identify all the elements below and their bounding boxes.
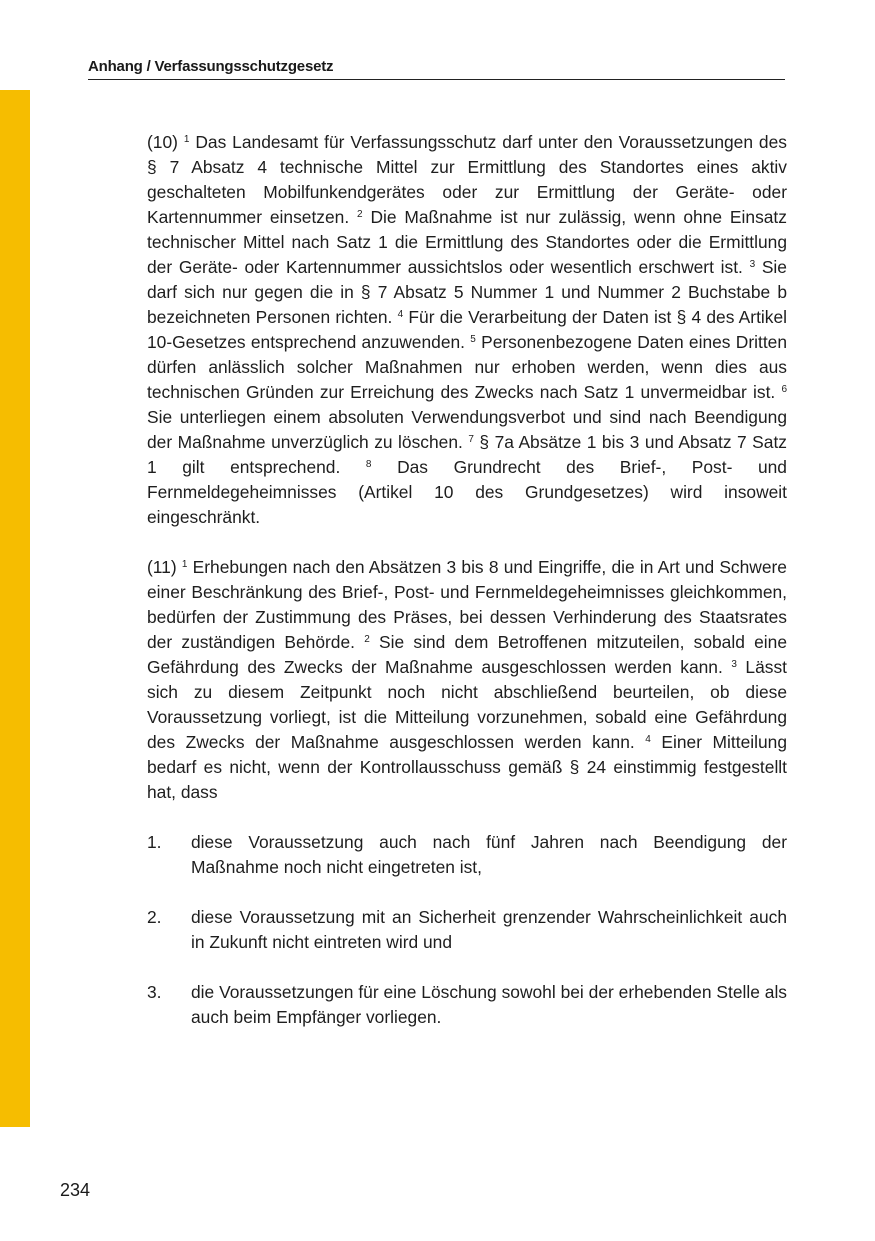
sentence-number: 3	[731, 659, 737, 670]
list-item	[147, 905, 787, 955]
paragraph-10	[147, 130, 787, 530]
document-body	[147, 130, 787, 1055]
sentence-number: 1	[183, 134, 190, 145]
paragraph-11	[147, 555, 787, 805]
list-item-number: 2.	[147, 907, 162, 927]
sentence-number: 4	[645, 734, 651, 745]
sentence-number: 8	[365, 459, 372, 470]
list-item-text: diese Voraussetzung auch nach fünf Jahren nach Beendigung der Maßnahme noch nicht eingetreten ist,	[191, 832, 787, 877]
sentence-text: Das Grundrecht des Brief-, Post- und Fernmeldegeheimnisses (Artikel 10 des Grundgesetzes) wird insoweit eingeschränkt.	[147, 457, 787, 527]
sentence-number: 5	[470, 334, 476, 345]
sentence-text: § 7a Absätze 1 bis 3 und Absatz 7 Satz 1 gilt entsprechend.	[147, 432, 787, 477]
condition-list	[147, 830, 787, 1030]
page-number: 234	[60, 1180, 91, 1200]
sentence-text: Sie darf sich nur gegen die in § 7 Absatz 5 Nummer 1 und Nummer 2 Buchstabe b bezeichneten Personen richten.	[147, 257, 787, 327]
sentence-number: 2	[357, 209, 363, 220]
sentence-text: Das Landesamt für Verfassungsschutz darf unter den Voraussetzungen des § 7 Absatz 4 technische Mittel zur Ermittlung des Standortes eines aktiv geschalteten Mobilfunkendgerätes oder zur Ermittlung der Geräte- oder Kartennummer einsetzen.	[147, 132, 787, 227]
sentence-number: 6	[781, 384, 787, 395]
sentence-text: Die Maßnahme ist nur zulässig, wenn ohne Einsatz technischer Mittel nach Satz 1 die Ermittlung des Standortes oder die Ermittlung der Geräte- oder Kartennummer aussichtslos oder wesentlich erschwert ist.	[147, 207, 787, 277]
sentence-text: Lässt sich zu diesem Zeitpunkt noch nicht abschließend beurteilen, ob diese Voraussetzung vorliegt, ist die Mitteilung vorzunehmen, sobald eine Gefährdung des Zwecks der Maßnahme ausgeschlossen werden kann.	[147, 657, 787, 752]
paragraph-number: (10)	[147, 132, 178, 152]
list-item	[147, 980, 787, 1030]
list-item-number: 3.	[147, 982, 162, 1002]
sentence-text: Sie sind dem Betroffenen mitzuteilen, sobald eine Gefährdung des Zwecks der Maßnahme ausgeschlossen werden kann.	[147, 632, 788, 677]
paragraph-number: (11)	[147, 557, 177, 577]
sentence-number: 1	[181, 559, 188, 570]
list-item	[147, 830, 787, 880]
list-item-number: 1.	[147, 832, 162, 852]
running-header: Anhang / Verfassungsschutzgesetz	[88, 58, 785, 80]
accent-side-bar	[0, 90, 30, 1127]
sentence-text: Für die Verarbeitung der Daten ist § 4 des Artikel 10-Gesetzes entsprechend anzuwenden.	[147, 307, 787, 352]
sentence-number: 4	[397, 309, 404, 320]
sentence-number: 7	[468, 434, 474, 445]
list-item-text: die Voraussetzungen für eine Löschung sowohl bei der erhebenden Stelle als auch beim Empfänger vorliegen.	[191, 982, 787, 1027]
sentence-text: Erhebungen nach den Absätzen 3 bis 8 und Eingriffe, die in Art und Schwere einer Beschränkung des Brief-, Post- und Fernmeldegeheimnisses gleichkommen, bedürfen der Zustimmung des Präses, bei dessen Verhinderung des Staatsrates der zuständigen Behörde.	[147, 557, 787, 652]
sentence-text: Sie unterliegen einem absoluten Verwendungsverbot und sind nach Beendigung der Maßnahme unverzüglich zu löschen.	[147, 407, 787, 452]
list-item-text: diese Voraussetzung mit an Sicherheit grenzender Wahrscheinlichkeit auch in Zukunft nicht eintreten wird und	[191, 907, 787, 952]
sentence-text: Personenbezogene Daten eines Dritten dürfen anlässlich solcher Maßnahmen nur erhoben werden, wenn dies aus technischen Gründen zur Erreichung des Zwecks nach Satz 1 unvermeidbar ist.	[147, 332, 787, 402]
sentence-number: 2	[364, 634, 370, 645]
sentence-text: Einer Mitteilung bedarf es nicht, wenn der Kontrollausschuss gemäß § 24 einstimmig festgestellt hat, dass	[147, 732, 787, 802]
sentence-number: 3	[749, 259, 756, 270]
